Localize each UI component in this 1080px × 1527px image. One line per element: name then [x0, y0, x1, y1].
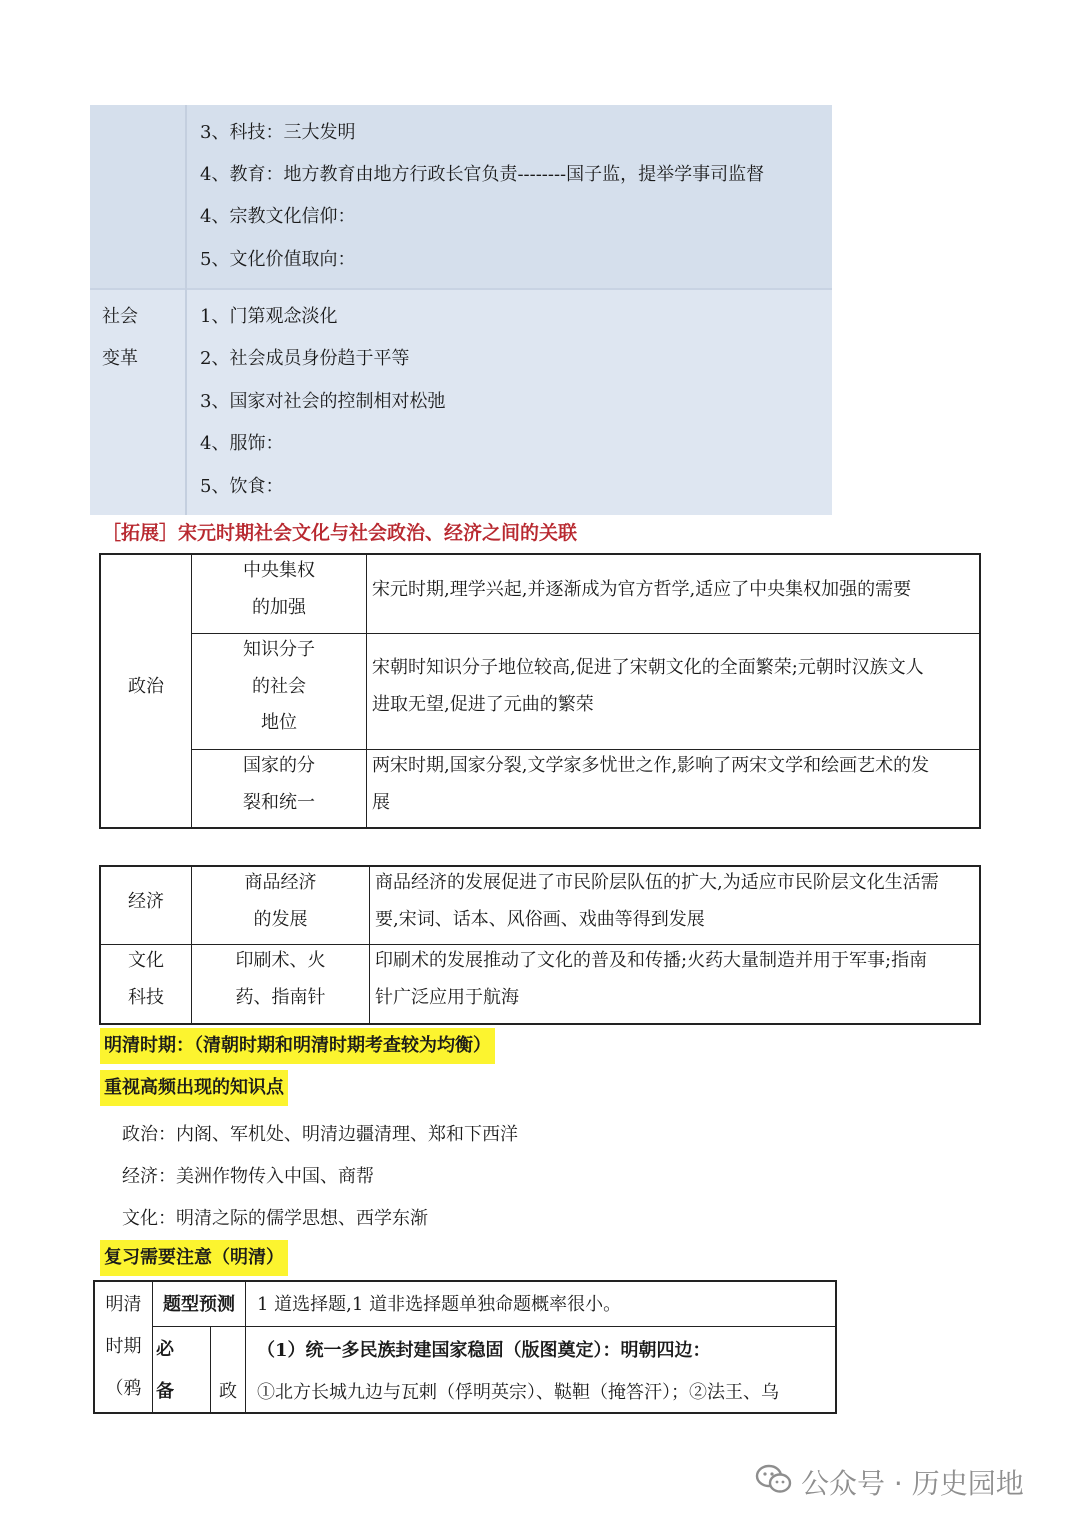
text-cell: 宋元时期,理学兴起,并逐渐成为官方哲学,适应了中央集权加强的需要 [372, 579, 912, 600]
topic-cell: 知识分子 [243, 639, 315, 660]
prediction-text: 1 道选择题,1 道非选择题单独命题概率很小。 [257, 1294, 622, 1315]
review-table [93, 1280, 837, 1414]
society-item: 5、饮食： [200, 476, 284, 497]
focus-point: 政治：内阁、军机处、明清边疆清理、郑和下西洋 [122, 1124, 518, 1145]
society-item: 1、门第观念淡化 [200, 306, 338, 327]
column-divider [185, 105, 187, 515]
topic-cell: 的发展 [253, 909, 308, 930]
text-cell: 要,宋词、话本、风俗画、戏曲等得到发展 [375, 909, 705, 930]
category-cell: 政治 [128, 676, 164, 697]
category-cell: 经济 [128, 891, 164, 912]
text-cell: 展 [372, 792, 390, 813]
text-cell: 两宋时期,国家分裂,文学家多忧世之作,影响了两宋文学和绘画艺术的发 [372, 755, 930, 776]
text-cell: 印刷术的发展推动了文化的普及和传播;火药大量制造并用于军事;指南 [375, 950, 928, 971]
review-heading: 复习需要注意（明清） [100, 1240, 288, 1276]
grid-line [245, 1282, 246, 1412]
period-cell: （鸦 [105, 1378, 142, 1399]
culture-item: 3、科技：三大发明 [200, 122, 356, 143]
wechat-icon [755, 1463, 793, 1502]
must-label: 必 [156, 1339, 174, 1360]
category-cell: 科技 [128, 987, 164, 1008]
economy-table [99, 865, 981, 1025]
focus-point: 经济：美洲作物传入中国、商帮 [122, 1166, 374, 1187]
society-item: 3、国家对社会的控制相对松弛 [200, 391, 446, 412]
society-item: 2、社会成员身份趋于平等 [200, 348, 410, 369]
row-divider [90, 288, 832, 290]
extension-title: ［拓展］宋元时期社会文化与社会政治、经济之间的关联 [102, 522, 578, 544]
grid-line [369, 867, 370, 1023]
culture-item: 5、文化价值取向： [200, 249, 356, 270]
social-label: 变革 [102, 348, 138, 369]
content-line: ①北方长城九边与瓦剌（俘明英宗）、鞑靼（掩答汗）；②法王、乌 [257, 1382, 779, 1403]
period-cell: 时期 [105, 1336, 142, 1357]
focus-point: 文化：明清之际的儒学思想、西学东渐 [122, 1208, 428, 1229]
must-label: 备 [156, 1381, 174, 1402]
topic-cell: 的社会 [252, 676, 306, 697]
focus-heading: 重视高频出现的知识点 [100, 1070, 288, 1106]
text-cell: 进取无望,促进了元曲的繁荣 [372, 694, 594, 715]
topic-cell: 裂和统一 [243, 792, 315, 813]
watermark [755, 1462, 1024, 1502]
politics-table [99, 553, 981, 829]
period-cell: 明清 [105, 1294, 142, 1315]
grid-line [152, 1326, 835, 1327]
culture-item: 4、宗教文化信仰： [200, 206, 356, 227]
text-cell: 商品经济的发展促进了市民阶层队伍的扩大,为适应市民阶层文化生活需 [375, 872, 939, 893]
text-cell: 针广泛应用于航海 [375, 987, 519, 1008]
topic-cell: 中央集权 [243, 560, 315, 581]
grid-line [366, 555, 367, 827]
social-label: 社会 [102, 306, 138, 327]
topic-cell: 商品经济 [244, 872, 317, 893]
watermark-text: 公众号 · 历史园地 [801, 1467, 1024, 1500]
topic-cell: 国家的分 [243, 755, 315, 776]
content-line: （1）统一多民族封建国家稳固（版图奠定）：明朝四边： [257, 1340, 711, 1361]
topic-cell: 地位 [261, 712, 297, 733]
society-item: 4、服饰： [200, 433, 284, 454]
topic-cell: 印刷术、火 [235, 950, 326, 971]
sub-label: 政 [219, 1381, 237, 1402]
category-cell: 文化 [128, 950, 164, 971]
topic-cell: 的加强 [252, 597, 306, 618]
culture-society-table [90, 105, 832, 515]
culture-item: 4、教育：地方教育由地方行政长官负责--------国子监，提举学事司监督 [200, 164, 765, 185]
text-cell: 宋朝时知识分子地位较高,促进了宋朝文化的全面繁荣;元朝时汉族文人 [372, 657, 924, 678]
prediction-label: 题型预测 [163, 1294, 235, 1315]
topic-cell: 药、指南针 [235, 987, 326, 1008]
ming-qing-heading: 明清时期：（清朝时期和明清时期考查较为均衡） [100, 1028, 495, 1064]
